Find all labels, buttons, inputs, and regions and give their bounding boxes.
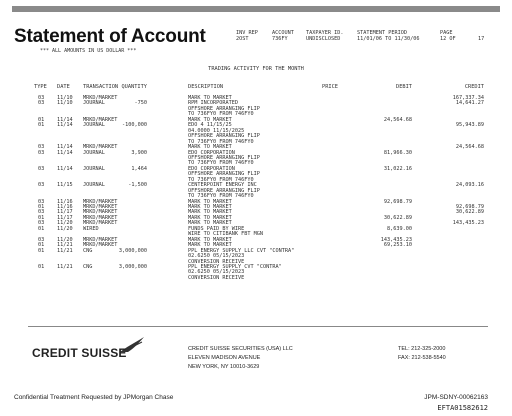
statement-period-block [357,30,419,42]
row-transaction: MRKD/MARKET [83,116,118,123]
row-transaction: MRKD/MARKET [83,144,118,151]
row-description: OFFSHORE ARRANGING FLIP [188,105,260,112]
row-credit: 92,698.79 [455,204,484,210]
row-credit: 24,564.68 [455,144,484,151]
statement-period-value: 11/01/06 TO 11/30/06 [357,36,420,42]
row-description: OFFSHORE ARRANGING FLIP [188,133,260,140]
row-quantity: -100,000 [122,122,147,129]
page-label: PAGE [440,30,453,36]
row-description: 02.6250 05/15/2023 [188,269,245,276]
row-debit: 92,698.79 [383,198,412,205]
row-transaction: JOURNAL [83,165,105,172]
bates-number-primary: JPM-SDNY-00062163 [424,394,488,401]
row-description: WIRE TO CITIBANK FBT MGN [188,231,263,238]
row-quantity: -1,500 [128,182,147,189]
credit-suisse-logo [32,342,172,372]
row-description: PPL ENERGY SUPPLY LLC CVT "CONTRA" [188,247,295,254]
row-description: EDO CORPORATION [188,165,235,172]
row-type: 03 [38,100,45,107]
row-transaction: MRKD/MARKET [83,95,118,101]
row-description: MARK TO MARKET [188,144,232,151]
row-type: 03 [38,182,45,189]
col-header-transaction: TRANSACTION [83,84,119,90]
row-transaction: MRKD/MARKET [83,220,118,227]
row-description: MARK TO MARKET [188,204,232,210]
account-label: ACCOUNT [272,30,294,36]
col-header-type: TYPE [34,84,47,90]
row-date: 11/17 [57,214,73,221]
row-debit: 30,622.89 [383,214,412,221]
row-type: 03 [38,165,45,172]
row-transaction: CNG [83,263,93,270]
row-type: 03 [38,198,45,205]
row-type: 03 [38,95,45,101]
section-title: TRADING ACTIVITY FOR THE MONTH [208,66,304,72]
row-type: 01 [38,122,45,129]
row-type: 03 [38,149,45,156]
row-description: MARK TO MARKET [188,220,232,227]
row-description: TO 736FY0 FROM 746FY0 [188,138,254,145]
row-date: 11/21 [57,263,73,270]
row-debit: 69,253.10 [383,242,412,249]
row-transaction: MRKD/MARKET [83,236,118,243]
row-type: 03 [38,236,45,243]
row-date: 11/17 [57,209,73,216]
page-value: 12 OF [440,36,456,42]
contact-info [398,345,446,363]
statement-title: Statement of Account [14,26,206,47]
row-description: MARK TO MARKET [188,214,232,221]
row-date: 11/14 [57,116,73,123]
row-description: EDO 4 11/15/25 [188,122,232,129]
row-date: 11/14 [57,144,73,151]
row-description: MARK TO MARKET [188,242,232,249]
row-date: 11/14 [57,122,73,129]
row-transaction: MRKD/MARKET [83,242,118,249]
row-credit: 14,641.27 [455,100,484,107]
statement-period-label: STATEMENT PERIOD [357,30,407,36]
row-quantity: -750 [134,100,147,107]
inv-rep-block [236,30,258,42]
row-quantity: 3,000,000 [118,247,147,254]
currency-note: *** ALL AMOUNTS IN US DOLLAR *** [40,48,137,54]
row-credit: 30,622.89 [455,209,484,216]
row-credit: 24,093.16 [455,182,484,189]
col-header-date: DATE [57,84,70,90]
account-value: 736FY [272,36,288,42]
row-type: 01 [38,263,45,270]
row-type: 01 [38,242,45,249]
footer-divider [28,326,488,327]
inv-rep-label: INV REP [236,30,258,36]
row-quantity: 1,464 [131,165,147,172]
redaction-bar [12,6,500,12]
table-row [0,275,512,281]
row-debit: 24,564.68 [383,116,412,123]
row-transaction: MRKD/MARKET [83,198,118,205]
row-transaction: JOURNAL [83,182,105,189]
row-transaction: MRKD/MARKET [83,204,118,210]
row-type: 01 [38,214,45,221]
row-description: 04.0000 11/15/2025 [188,127,245,134]
col-header-description: DESCRIPTION [188,84,224,90]
row-debit: 8,639.00 [387,225,412,232]
row-description: TO 736FY0 FROM 746FY0 [188,160,254,167]
inv-rep-value: 2OST [236,36,249,42]
row-transaction: MRKD/MARKET [83,214,118,221]
row-transaction: WIRED [83,225,99,232]
row-description: RPM INCORPORATED [188,100,238,107]
row-description: CENTERPOINT ENERGY INC [188,182,257,189]
row-quantity: 3,900 [131,149,147,156]
telephone: TEL: 212-325-2000 [398,346,446,352]
row-description: MARK TO MARKET [188,236,232,243]
row-description: TO 736FY0 FROM 746FY0 [188,176,254,183]
row-transaction: JOURNAL [83,100,105,107]
row-description: OFFSHORE ARRANGING FLIP [188,187,260,194]
row-description: PPL ENERGY SUPPLY CVT "CONTRA" [188,263,282,270]
company-address [188,345,293,372]
fax: FAX: 212-538-5540 [398,355,446,361]
row-description: CONVERSION RECEIVE [188,258,245,265]
row-credit: 143,435.23 [452,220,484,227]
confidential-notice: Confidential Treatment Requested by JPMorgan Chase [14,394,174,401]
logo-wordmark: CREDIT SUISSE [32,346,127,360]
taxpayer-label: TAXPAYER ID. [306,30,344,36]
row-type: 01 [38,204,45,210]
address-line-2: NEW YORK, NY 10010-3629 [188,364,260,370]
row-date: 11/16 [57,204,73,210]
row-type: 03 [38,209,45,216]
row-description: FUNDS PAID BY WIRE [188,225,245,232]
taxpayer-block [306,30,343,42]
col-header-debit: DEBIT [396,84,412,90]
row-transaction: JOURNAL [83,149,105,156]
row-credit: 167,337.34 [452,95,484,101]
row-type: 01 [38,247,45,254]
bates-number-secondary: EFTA01582612 [437,404,488,412]
row-description: TO 736FY0 FROM 746FY0 [188,111,254,118]
row-date: 11/21 [57,242,73,249]
row-transaction: JOURNAL [83,122,105,129]
address-line-1: ELEVEN MADISON AVENUE [188,355,261,361]
row-description: TO 736FY0 FROM 746FY0 [188,193,254,200]
col-header-credit: CREDIT [464,84,484,90]
page-total: 17 [478,36,485,42]
row-description: MARK TO MARKET [188,116,232,123]
row-date: 11/20 [57,225,73,232]
row-date: 11/10 [57,100,73,107]
row-date: 11/21 [57,247,73,254]
company-name: CREDIT SUISSE SECURITIES (USA) LLC [188,346,293,352]
row-type: 03 [38,144,45,151]
row-description: CONVERSION RECEIVE [188,274,245,281]
row-transaction: CNG [83,247,93,254]
row-debit: 81,966.30 [383,149,412,156]
row-description: MARK TO MARKET [188,95,232,101]
row-debit: 143,435.23 [380,236,412,243]
row-quantity: 3,000,000 [118,263,147,270]
col-header-quantity: QUANTITY [121,84,147,90]
row-type: 01 [38,225,45,232]
col-header-price: PRICE [322,84,338,90]
row-description: OFFSHORE ARRANGING FLIP [188,171,260,178]
row-date: 11/16 [57,198,73,205]
row-description: OFFSHORE ARRANGING FLIP [188,154,260,161]
row-type: 01 [38,116,45,123]
account-block [272,30,294,42]
row-date: 11/10 [57,95,73,101]
row-description: 02.6250 05/15/2023 [188,253,245,260]
taxpayer-value: UNDISCLOSED [306,36,341,42]
row-credit: 95,943.89 [455,122,484,129]
row-date: 11/14 [57,149,73,156]
row-type: 03 [38,220,45,227]
row-debit: 31,022.16 [383,165,412,172]
row-date: 11/20 [57,236,73,243]
row-date: 11/14 [57,165,73,172]
row-date: 11/20 [57,220,73,227]
row-description: MARK TO MARKET [188,198,232,205]
row-date: 11/15 [57,182,73,189]
row-description: EDO CORPORATION [188,149,235,156]
row-transaction: MRKD/MARKET [83,209,118,216]
row-description: MARK TO MARKET [188,209,232,216]
page-block [440,30,456,42]
